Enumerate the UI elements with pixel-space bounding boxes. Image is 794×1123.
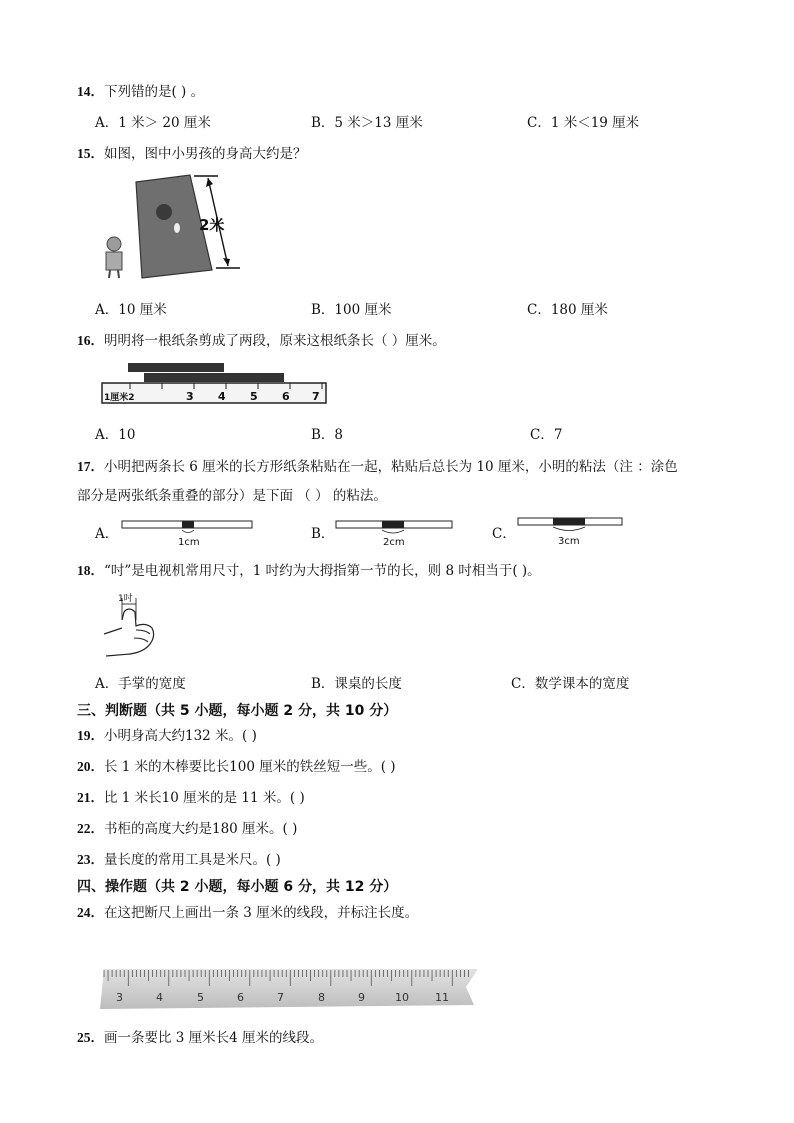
question-22	[77, 820, 297, 838]
strip-label: 3cm	[558, 536, 580, 547]
question-number: 18．	[77, 563, 104, 578]
question-text: 比 1 米长10 厘米的是 11 米。( )	[104, 790, 305, 806]
option-a: A．	[95, 526, 119, 542]
question-14	[77, 83, 204, 101]
ruler-body	[102, 383, 326, 403]
question-number: 25．	[77, 1030, 104, 1045]
strip-top	[128, 363, 224, 372]
question-number: 14．	[77, 84, 104, 99]
ruler-label: 3	[116, 991, 123, 1004]
ruler-label: 7	[277, 991, 284, 1004]
question-number: 23．	[77, 852, 104, 867]
option-a: A．10	[95, 427, 136, 443]
thumb-inch-figure	[100, 590, 160, 662]
question-number: 15．	[77, 146, 104, 161]
question-text: 画一条要比 3 厘米长4 厘米的线段。	[104, 1030, 324, 1046]
question-number: 22．	[77, 821, 104, 836]
question-17-line-2: 部分是两张纸条重叠的部分）是下面 （ ） 的粘法。	[77, 488, 387, 504]
question-text-line-1: 小明把两条长 6 厘米的长方形纸条粘贴在一起，粘贴后总长为 10 厘米，小明的粘法（注 ：涂色	[104, 459, 678, 475]
option-a: A．手掌的宽度	[95, 676, 186, 692]
option-b: B．5 米＞13 厘米	[311, 115, 423, 131]
question-text: “吋”是电视机常用尺寸，1 吋约为大拇指第一节的长，则 8 吋相当于( )。	[104, 563, 541, 579]
option-c: C．	[492, 526, 516, 542]
strip-option-a	[120, 518, 256, 548]
question-18	[77, 562, 541, 580]
ruler-label: 9	[358, 991, 365, 1004]
question-text: 小明身高大约132 米。( )	[104, 728, 257, 744]
strip-bottom	[144, 373, 284, 382]
ruler-label: 3	[186, 390, 194, 403]
question-text: 量长度的常用工具是米尺。( )	[104, 852, 281, 868]
strip-label: 1cm	[178, 537, 200, 548]
ruler-label: 4	[156, 991, 163, 1004]
ruler-label: 7	[312, 390, 320, 403]
question-number: 21．	[77, 790, 104, 805]
broken-ruler	[96, 965, 482, 1013]
section-heading-judge: 三、判断题（共 5 小题，每小题 2 分，共 10 分）	[77, 703, 398, 719]
option-a: A．1 米＞ 20 厘米	[95, 115, 211, 131]
strip-option-c	[516, 515, 626, 547]
strip-option-b	[334, 518, 456, 548]
strip-label: 2cm	[383, 537, 405, 548]
ruler-label: 1厘米2	[104, 393, 135, 403]
section-heading-operate: 四、操作题（共 2 小题，每小题 6 分，共 12 分）	[77, 879, 398, 895]
option-b: B．	[311, 526, 335, 542]
door-boy-figure	[94, 170, 244, 282]
option-c: C．7	[530, 427, 563, 443]
question-text: 书柜的高度大约是180 厘米。( )	[104, 821, 298, 837]
question-19	[77, 727, 257, 745]
question-25	[77, 1029, 323, 1047]
question-23	[77, 851, 281, 869]
ruler-label: 11	[435, 991, 449, 1004]
question-24	[77, 904, 418, 922]
question-number: 19．	[77, 728, 104, 743]
ruler-label: 8	[318, 991, 325, 1004]
question-text: 长 1 米的木棒要比长100 厘米的铁丝短一些。( )	[104, 759, 396, 775]
question-16	[77, 332, 446, 350]
option-c: C．数学课本的宽度	[511, 676, 630, 692]
ruler-label: 6	[282, 390, 290, 403]
ruler-label: 10	[395, 991, 409, 1004]
option-c: C．180 厘米	[527, 302, 608, 318]
height-label: 2米	[199, 216, 225, 234]
option-b: B．100 厘米	[311, 302, 392, 318]
question-21	[77, 789, 305, 807]
question-text: 如图，图中小男孩的身高大约是？	[104, 146, 307, 162]
paper-strip-ruler	[100, 360, 330, 416]
question-17	[77, 458, 678, 476]
ruler-label: 4	[218, 390, 226, 403]
ruler-label: 5	[250, 390, 258, 403]
ruler-label: 5	[197, 991, 204, 1004]
ruler-label: 6	[237, 991, 244, 1004]
question-number: 24．	[77, 905, 104, 920]
question-text: 在这把断尺上画出一条 3 厘米的线段，并标注长度。	[104, 905, 419, 921]
inch-label: 1吋	[118, 594, 133, 604]
question-20	[77, 758, 396, 776]
question-text: 明明将一根纸条剪成了两段，原来这根纸条长（ ）厘米。	[104, 333, 446, 349]
question-number: 17．	[77, 459, 104, 474]
question-number: 16．	[77, 333, 104, 348]
question-number: 20．	[77, 759, 104, 774]
question-15	[77, 145, 307, 163]
option-a: A．10 厘米	[95, 302, 167, 318]
option-b: B．8	[311, 427, 344, 443]
question-text: 下列错的是( ) 。	[104, 84, 205, 100]
option-b: B．课桌的长度	[311, 676, 402, 692]
option-c: C．1 米＜19 厘米	[527, 115, 640, 131]
